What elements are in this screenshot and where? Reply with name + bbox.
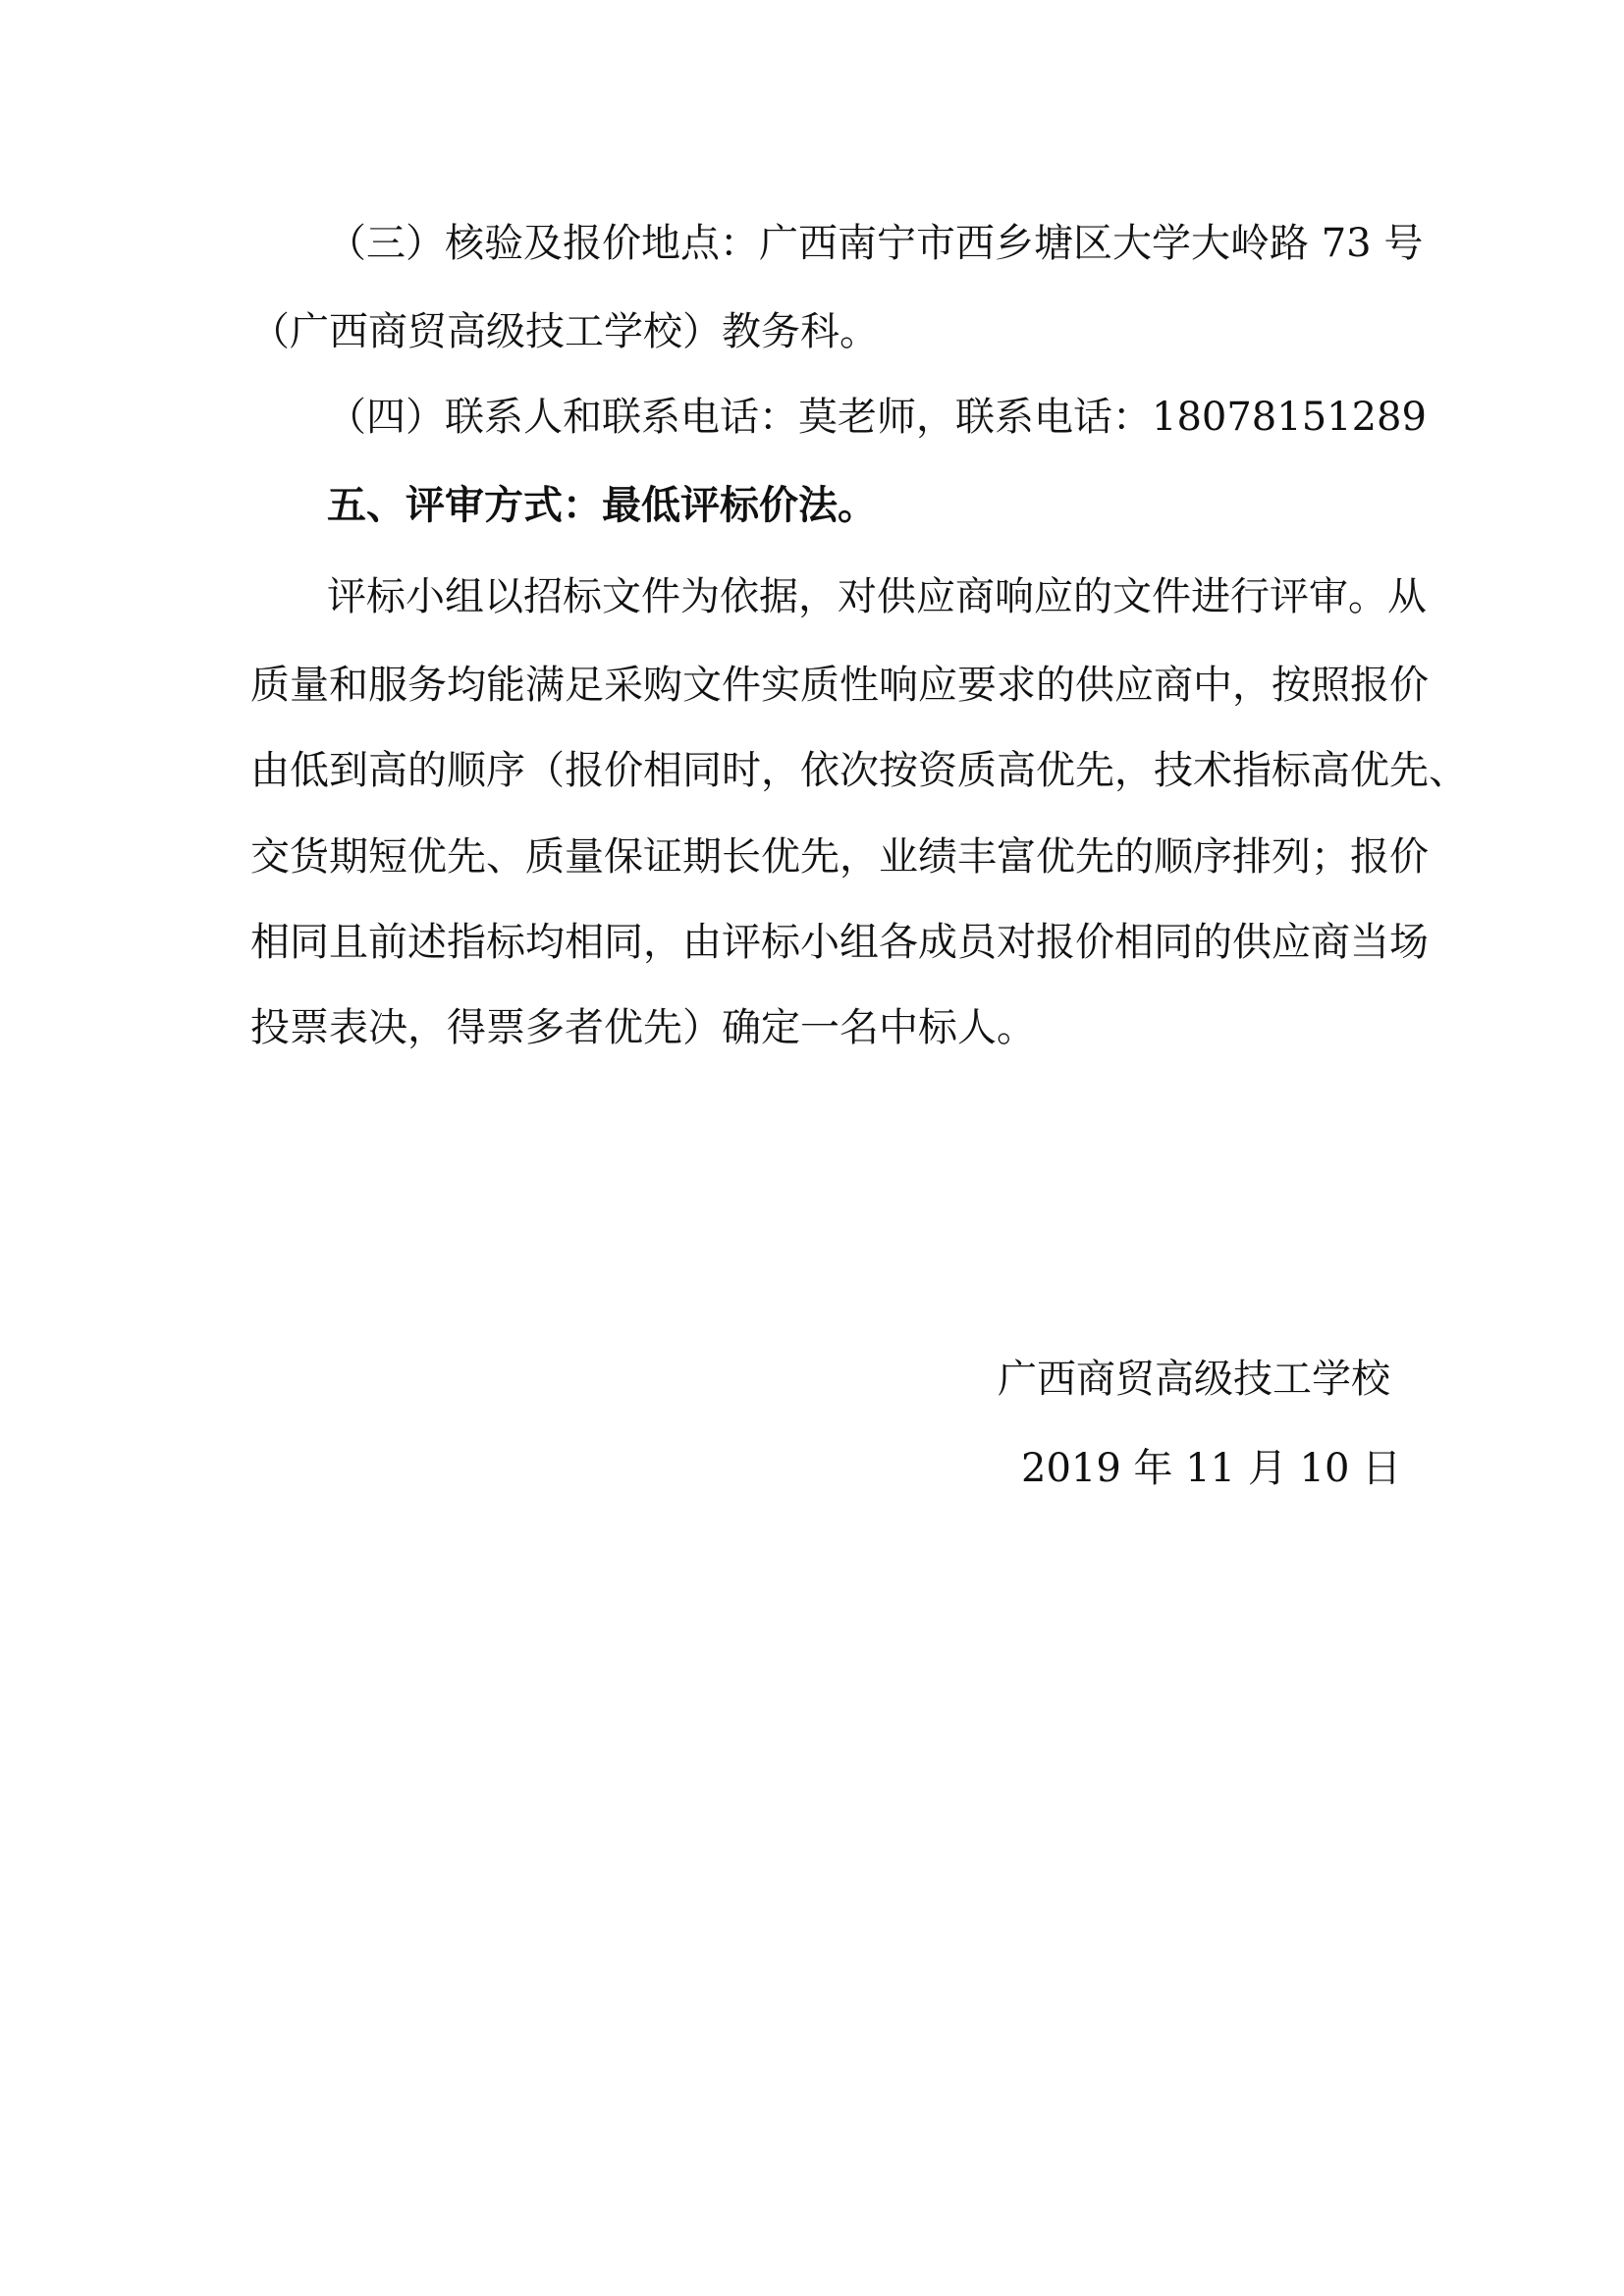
- paragraph-line: 评标小组以招标文件为依据，对供应商响应的文件进行评审。从: [327, 574, 1427, 619]
- evaluation-method-heading: 五、评审方式：最低评标价法。: [327, 482, 877, 528]
- paragraph-line: 投票表决，得票多者优先）确定一名中标人。: [250, 1005, 1036, 1050]
- verification-location-line2: （广西商贸高级技工学校）教务科。: [250, 309, 879, 354]
- paragraph-line: 相同且前述指标均相同，由评标小组各成员对报价相同的供应商当场: [250, 920, 1429, 965]
- paragraph-line: 质量和服务均能满足采购文件实质性响应要求的供应商中，按照报价: [250, 663, 1429, 708]
- contact-info: （四）联系人和联系电话：莫老师，联系电话：18078151289: [327, 395, 1427, 440]
- paragraph-line: 由低到高的顺序（报价相同时，依次按资质高优先，技术指标高优先、: [250, 748, 1468, 793]
- verification-location-line1: （三）核验及报价地点：广西南宁市西乡塘区大学大岭路 73 号: [327, 221, 1424, 266]
- signature-organization: 广西商贸高级技工学校: [998, 1357, 1390, 1402]
- signature-date: 2019 年 11 月 10 日: [1021, 1446, 1402, 1491]
- paragraph-line: 交货期短优先、质量保证期长优先，业绩丰富优先的顺序排列；报价: [250, 834, 1429, 880]
